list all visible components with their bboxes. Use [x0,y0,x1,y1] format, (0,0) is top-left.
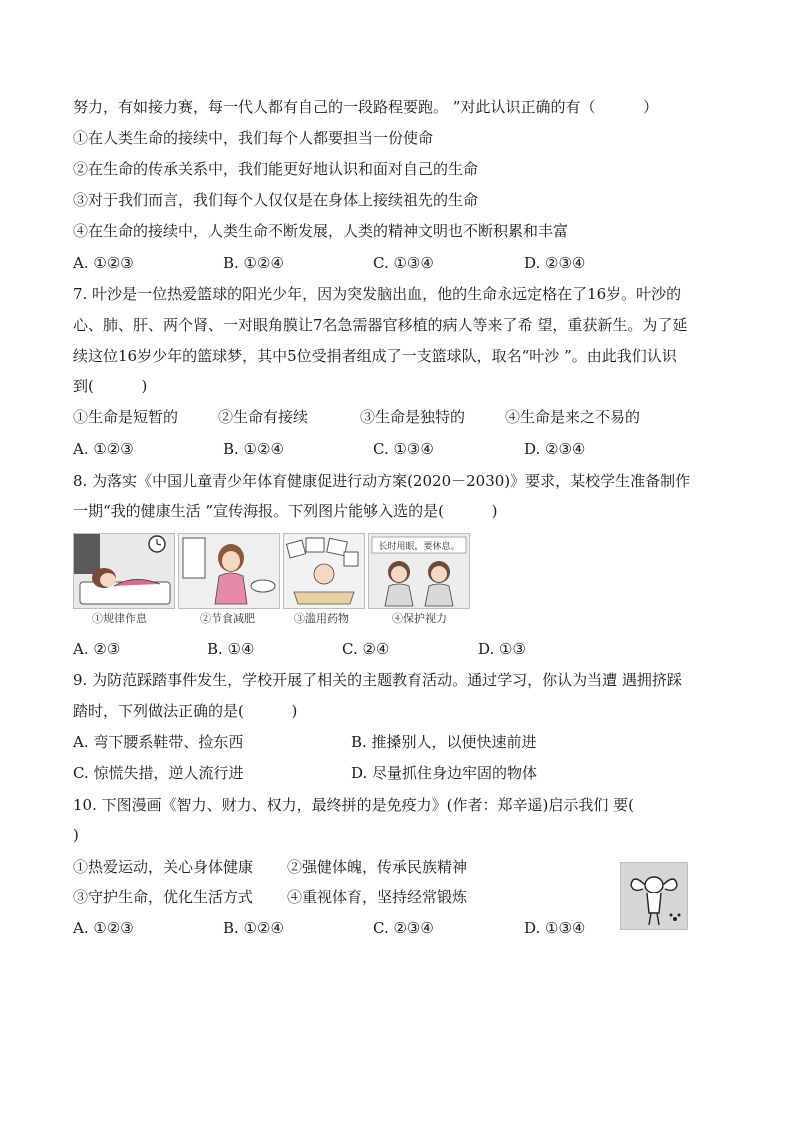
q10-option-b: B. ①②④ [223,919,284,937]
q7-option-a: A. ①②③ [73,440,134,458]
muscle-man-cartoon-icon [621,863,687,929]
q10-option-c: C. ②③④ [373,919,434,937]
q10-option-a: A. ①②③ [73,919,134,937]
picture-protect-eyesight [368,533,470,609]
q10-item-3: ③守护生命，优化生活方式 [73,888,254,906]
q8-option-c: C. ②④ [342,640,390,658]
q10-item-2: ②强健体魄，传承民族精神 [287,858,468,876]
picture-caption-3: ③滥用药物 [294,612,349,625]
q9-line-1: 9. 为防范踩踏事件发生，学校开展了相关的主题教育活动。通过学习，你认为当遭 遇拥挤踩 [73,671,682,689]
q10-line-2: ) [73,826,79,844]
q7-line-1: 7. 叶沙是一位热爱篮球的阳光少年，因为突发脑出血，他的生命永远定格在了16岁。叶沙的 [73,285,682,303]
q8-option-b: B. ①④ [207,640,255,658]
eye-care-icon [369,534,469,608]
picture-regular-rest [73,533,175,609]
q10-item-1: ①热爱运动，关心身体健康 [73,858,254,876]
q10-option-d: D. ①③④ [524,919,586,937]
q6-item-2: ②在生命的传承关系中，我们能更好地认识和面对自己的生命 [73,160,479,178]
q8-option-d: D. ①③ [478,640,526,658]
q9-option-c: C. 惊慌失措，逆人流行进 [73,764,244,782]
q6-item-4: ④在生命的接续中，人类生命不断发展，人类的精神文明也不断积累和丰富 [73,222,569,240]
q7-line-4: 到( ) [73,377,148,395]
q7-item-4: ④生命是来之不易的 [505,408,641,426]
picture-medicine-abuse [283,533,365,609]
q10-cartoon [620,862,688,930]
q7-item-1: ①生命是短暂的 [73,408,179,426]
q9-option-b: B. 推搡别人，以便快速前进 [351,733,537,751]
q6-option-c: C. ①③④ [373,254,434,272]
q7-item-2: ②生命有接续 [218,408,309,426]
q8-option-a: A. ②③ [73,640,121,658]
q6-option-a: A. ①②③ [73,254,134,272]
q7-option-c: C. ①③④ [373,440,434,458]
q7-option-b: B. ①②④ [223,440,284,458]
picture-dieting [178,533,280,609]
dieting-girl-icon [179,534,279,608]
q6-option-d: D. ②③④ [524,254,586,272]
medicine-pile-icon [284,534,364,608]
q7-option-d: D. ②③④ [524,440,586,458]
q7-item-3: ③生命是独特的 [360,408,466,426]
q10-line-1: 10. 下图漫画《智力、财力、权力，最终拼的是免疫力》(作者：郑辛遥)启示我们 要( [73,796,634,814]
sleeping-clock-icon [74,534,174,608]
q8-line-2: 一期“我的健康生活 ”宣传海报。下列图片能够入选的是( ) [73,502,498,520]
q10-item-4: ④重视体育，坚持经常锻炼 [287,888,468,906]
q9-line-2: 踏时，下列做法正确的是( ) [73,702,298,720]
q6-item-1: ①在人类生命的接续中，我们每个人都要担当一份使命 [73,129,434,147]
q6-option-b: B. ①②④ [223,254,284,272]
q9-option-a: A. 弯下腰系鞋带、捡东西 [73,733,244,751]
q6-item-3: ③对于我们而言，我们每个人仅仅是在身体上接续祖先的生命 [73,191,479,209]
picture-caption-2: ②节食减肥 [200,612,255,625]
picture-caption-1: ①规律作息 [92,612,147,625]
q6-stem-end: 努力，有如接力赛，每一代人都有自己的一段路程要跑。 ”对此认识正确的有（ ） [73,98,659,116]
q9-option-d: D. 尽量抓住身边牢固的物体 [351,764,538,782]
picture-caption-4: ④保护视力 [392,612,447,625]
q7-line-3: 续这位16岁少年的篮球梦，其中5位受捐者组成了一支篮球队，取名“叶沙 ”。由此我们认识 [73,347,677,365]
q7-line-2: 心、肺、肝、两个肾、一对眼角膜让7名急需器官移植的病人等来了希 望，重获新生。为了延 [73,316,688,334]
eye-care-sign: 长时用眼，要休息。 [378,542,460,552]
q8-line-1: 8. 为落实《中国儿童青少年体育健康促进行动方案(2020－2030)》要求，某校学生准备制作 [73,472,691,490]
